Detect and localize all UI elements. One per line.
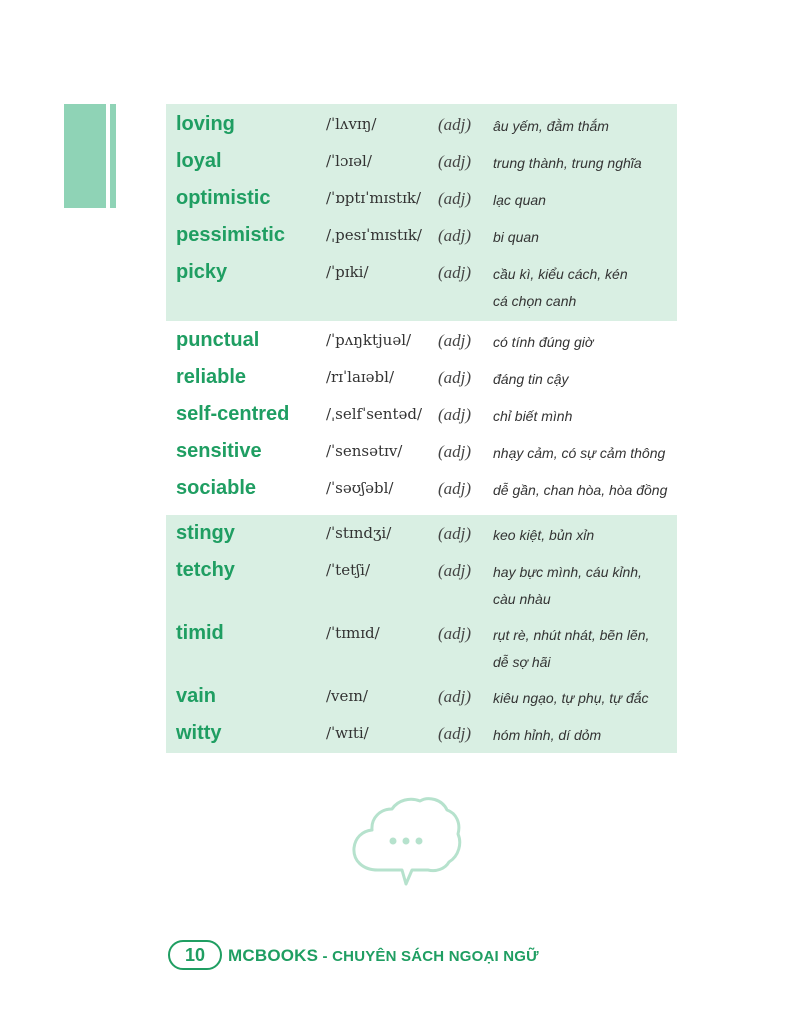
footer-separator: - xyxy=(318,948,333,965)
footer-tagline: CHUYÊN SÁCH NGOẠI NGỮ xyxy=(332,948,539,965)
vocab-word: optimistic xyxy=(176,187,271,209)
vocab-ipa: /ˈtɪmɪd/ xyxy=(326,624,380,642)
vocab-ipa: /ˈsensətɪv/ xyxy=(326,442,403,460)
vocab-word: loving xyxy=(176,113,235,135)
vocab-pos: (adj) xyxy=(438,479,472,498)
vocab-pos: (adj) xyxy=(438,561,472,580)
vocab-meaning: có tính đúng giờ xyxy=(493,334,594,350)
vocab-word: loyal xyxy=(176,150,222,172)
vocab-pos: (adj) xyxy=(438,724,472,743)
vocab-word: picky xyxy=(176,261,228,283)
vocab-ipa: /ˈtetʃi/ xyxy=(326,561,371,579)
footer-brand: MCBOOKS xyxy=(228,946,319,965)
vocab-meaning: hóm hỉnh, dí dỏm xyxy=(493,727,602,743)
vocab-word: witty xyxy=(176,722,222,744)
vocab-section-3 xyxy=(166,515,677,753)
vocab-meaning: đáng tin cậy xyxy=(493,371,569,387)
vocab-pos: (adj) xyxy=(438,115,472,134)
vocab-meaning: kiêu ngạo, tự phụ, tự đắc xyxy=(493,690,649,706)
vocab-ipa: /ˌpesɪˈmɪstɪk/ xyxy=(326,226,422,244)
vocab-ipa: /ˈlɔɪəl/ xyxy=(326,152,372,170)
vocab-word: sensitive xyxy=(176,440,262,462)
chapter-tab xyxy=(64,104,106,208)
vocab-pos: (adj) xyxy=(438,405,472,424)
vocab-entry xyxy=(166,722,677,752)
vocab-meaning: trung thành, trung nghĩa xyxy=(493,155,642,171)
vocab-entry xyxy=(166,559,677,615)
vocab-pos: (adj) xyxy=(438,263,472,282)
vocab-meaning: nhạy cảm, có sự cảm thông xyxy=(493,445,666,461)
vocab-word: vain xyxy=(176,685,217,707)
vocab-pos: (adj) xyxy=(438,152,472,171)
vocab-pos: (adj) xyxy=(438,226,472,245)
vocab-pos: (adj) xyxy=(438,524,472,543)
vocab-meaning: lạc quan xyxy=(493,192,546,208)
vocab-entry xyxy=(166,477,677,507)
vocab-pos: (adj) xyxy=(438,624,472,643)
vocab-section-1 xyxy=(166,104,677,321)
vocab-meaning: chỉ biết mình xyxy=(493,408,573,424)
page-number: 10 xyxy=(168,940,222,970)
vocab-entry xyxy=(166,187,677,217)
vocab-entry xyxy=(166,261,677,317)
vocab-ipa: /ˈlʌvɪŋ/ xyxy=(326,115,377,133)
vocab-word: punctual xyxy=(176,329,260,351)
chapter-tab-line xyxy=(110,104,116,208)
vocab-meaning: cầu kì, kiểu cách, kén cá chọn canh xyxy=(493,266,628,309)
vocab-entry xyxy=(166,224,677,254)
vocab-pos: (adj) xyxy=(438,368,472,387)
vocab-meaning: keo kiệt, bủn xỉn xyxy=(493,527,595,543)
vocab-pos: (adj) xyxy=(438,331,472,350)
footer-branding xyxy=(228,946,539,966)
vocab-word: pessimistic xyxy=(176,224,285,246)
speech-cloud-icon xyxy=(348,794,463,889)
vocab-entry xyxy=(166,403,677,433)
vocab-ipa: /ˌselfˈsentəd/ xyxy=(326,405,423,423)
vocab-word: stingy xyxy=(176,522,235,544)
vocab-ipa: /veɪn/ xyxy=(326,687,368,705)
vocab-ipa: /ˈstɪndʒi/ xyxy=(326,524,392,542)
vocab-ipa: /ˈpɪki/ xyxy=(326,263,369,281)
vocab-pos: (adj) xyxy=(438,442,472,461)
vocab-section-2 xyxy=(166,327,677,510)
vocab-word: self-centred xyxy=(176,403,290,425)
vocab-pos: (adj) xyxy=(438,687,472,706)
vocab-entry xyxy=(166,622,677,678)
vocab-ipa: /ˈsəʊʃəbl/ xyxy=(326,479,394,497)
vocab-entry xyxy=(166,150,677,180)
vocab-word: sociable xyxy=(176,477,257,499)
vocab-entry xyxy=(166,329,677,359)
vocab-meaning: dễ gần, chan hòa, hòa đồng xyxy=(493,482,668,498)
vocab-entry xyxy=(166,440,677,470)
vocab-ipa: /ˈɒptɪˈmɪstɪk/ xyxy=(326,189,422,207)
vocab-word: tetchy xyxy=(176,559,235,581)
vocab-word: timid xyxy=(176,622,224,644)
vocab-entry xyxy=(166,685,677,715)
vocab-entry xyxy=(166,522,677,552)
vocab-meaning: rụt rè, nhút nhát, bẽn lẽn, dễ sợ hãi xyxy=(493,627,650,670)
vocab-meaning: bi quan xyxy=(493,229,539,245)
vocab-entry xyxy=(166,113,677,143)
vocab-meaning: âu yếm, đằm thắm xyxy=(493,118,609,134)
vocab-pos: (adj) xyxy=(438,189,472,208)
vocab-ipa: /ˈwɪti/ xyxy=(326,724,369,742)
vocab-ipa: /ˈpʌŋktjuəl/ xyxy=(326,331,412,349)
vocab-meaning: hay bực mình, cáu kỉnh, càu nhàu xyxy=(493,564,642,607)
vocab-ipa: /rɪˈlaɪəbl/ xyxy=(326,368,395,386)
vocab-entry xyxy=(166,366,677,396)
vocab-word: reliable xyxy=(176,366,247,388)
